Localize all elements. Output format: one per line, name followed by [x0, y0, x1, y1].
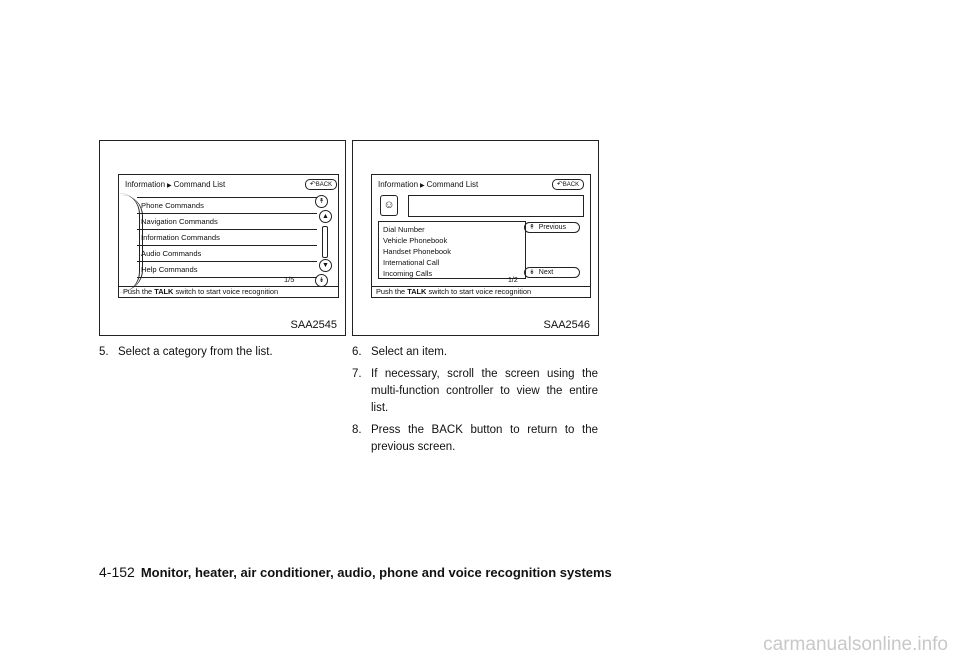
command-category-list — [137, 197, 317, 278]
list-item-help-commands[interactable]: Help Commands — [137, 262, 317, 278]
talk-prompt-footer: Push the TALK switch to start voice recognition — [372, 286, 590, 297]
scroll-up-icon[interactable]: ▲ — [319, 210, 332, 223]
instructions-right — [352, 344, 598, 456]
step-6: 6. Select an item. — [352, 346, 448, 358]
display-screen-command-list — [118, 174, 339, 298]
list-item-dial-number[interactable]: Dial Number — [383, 225, 425, 234]
figure-saa2546 — [352, 140, 599, 336]
list-item-information-commands[interactable]: Information Commands — [137, 230, 317, 246]
list-item-audio-commands[interactable]: Audio Commands — [137, 246, 317, 262]
figure-id: SAA2545 — [290, 319, 337, 331]
scroll-down-icon[interactable]: ▼ — [319, 259, 332, 272]
breadcrumb-information: Information — [378, 180, 419, 189]
back-arrow-icon: ↶ — [309, 181, 316, 188]
list-item-international-call[interactable]: International Call — [383, 258, 440, 267]
back-arrow-icon: ↶ — [556, 181, 563, 188]
breadcrumb-command-list: Command List — [426, 180, 479, 189]
next-arrow-icon: ↡ — [529, 269, 535, 276]
display-screen-command-list-items — [371, 174, 591, 298]
page-indicator: 1/5 — [284, 275, 295, 284]
breadcrumb-arrow-icon: ▶ — [420, 183, 425, 189]
watermark: carmanualsonline.info — [763, 634, 948, 655]
step-8: 8. Press the BACK button to return to the previous screen. — [352, 424, 598, 453]
recognition-display-box — [408, 195, 584, 217]
talk-prompt-footer: Push the TALK switch to start voice recognition — [119, 286, 338, 297]
section-title: Monitor, heater, air conditioner, audio, phone and voice recognition systems — [140, 565, 612, 580]
page-indicator: 1/2 — [508, 277, 518, 284]
header-breadcrumb — [378, 180, 478, 189]
figure-saa2545 — [99, 140, 346, 336]
page-number: 4-152 — [99, 564, 135, 580]
list-item-incoming-calls[interactable]: Incoming Calls — [383, 269, 433, 278]
list-item-navigation-commands[interactable]: Navigation Commands — [137, 214, 317, 230]
breadcrumb-command-list: Command List — [173, 180, 226, 189]
instructions-left — [99, 344, 344, 361]
next-button[interactable]: ↡ Next — [524, 267, 580, 278]
scroll-bar[interactable] — [322, 226, 328, 258]
page-footer — [99, 564, 612, 580]
voice-recognition-icon: ☺ — [380, 195, 398, 216]
back-label: BACK — [562, 182, 580, 188]
back-button[interactable] — [305, 179, 337, 190]
list-item-handset-phonebook[interactable]: Handset Phonebook — [383, 247, 451, 256]
figure-id: SAA2546 — [543, 319, 590, 331]
breadcrumb-arrow-icon: ▶ — [167, 183, 172, 189]
list-item-phone-commands[interactable]: Phone Commands — [137, 197, 317, 214]
scroll-top-icon[interactable]: ↟ — [315, 195, 328, 208]
previous-button[interactable]: ↟ Previous — [524, 222, 580, 233]
header-breadcrumb — [125, 180, 225, 189]
previous-arrow-icon: ↟ — [529, 224, 535, 231]
breadcrumb-information: Information — [125, 180, 166, 189]
step-7: 7. If necessary, scroll the screen using the multi-function controller to view the entire list. — [352, 368, 598, 414]
scroll-bottom-icon[interactable]: ↡ — [315, 274, 328, 287]
step-5: 5. Select a category from the list. — [99, 346, 273, 358]
command-item-list — [378, 221, 526, 279]
list-item-vehicle-phonebook[interactable]: Vehicle Phonebook — [383, 236, 448, 245]
back-label: BACK — [315, 182, 333, 188]
back-button[interactable] — [552, 179, 584, 190]
